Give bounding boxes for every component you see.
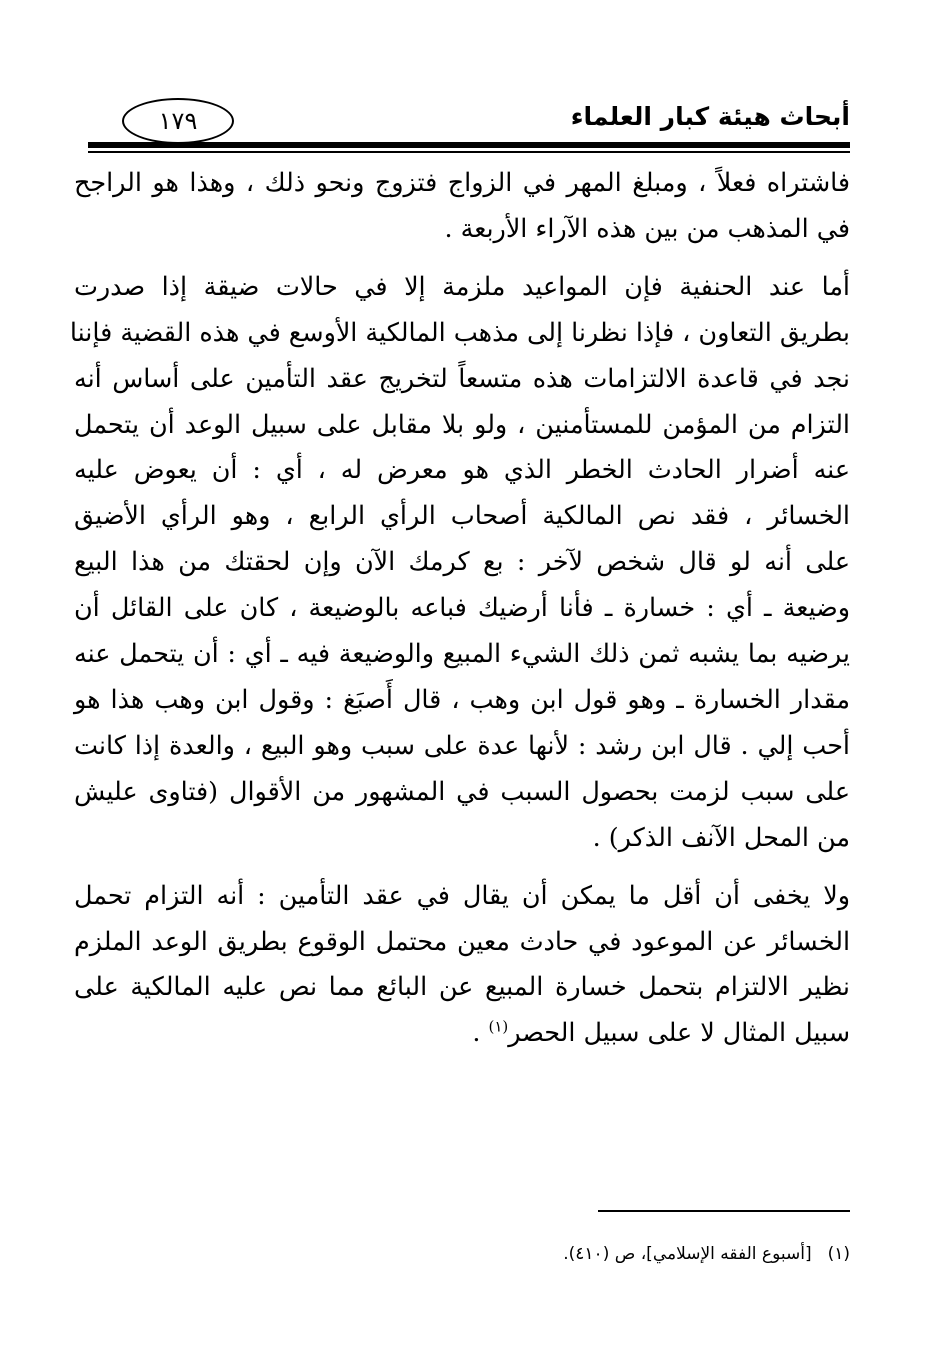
text-line: بطريق التعاون ، فإذا نظرنا إلى مذهب المالكية الأوسع في هذه القضية فإننا <box>69 316 850 347</box>
footnote-rule <box>598 1210 850 1212</box>
text-line: يرضيه بما يشبه ثمن ذلك الشيء المبيع والوضيعة فيه ـ أي : أن يتحمل عنه <box>74 638 850 669</box>
footnote-text: [أسبوع الفقه الإسلامي]، ص (٤١٠). <box>563 1244 812 1264</box>
paragraph-2 <box>69 264 850 861</box>
text-line-final <box>74 1010 850 1056</box>
header-rule-thick <box>88 142 850 148</box>
body-text <box>69 160 850 1056</box>
page-header <box>88 98 850 148</box>
text-line: أما عند الحنفية فإن المواعيد ملزمة إلا في حالات ضيقة إذا صدرت <box>74 270 850 301</box>
running-title: أبحاث هيئة كبار العلماء <box>570 102 850 131</box>
paragraph-3 <box>74 873 850 1057</box>
page-number: ١٧٩ <box>122 98 234 144</box>
text-line: التزام من المؤمن للمستأمنين ، ولو بلا مقابل على سبيل الوعد أن يتحمل <box>74 408 850 439</box>
text-line: في المذهب من بين هذه الآراء الأربعة . <box>444 212 850 243</box>
text-line: نجد في قاعدة الالتزامات هذه متسعاً لتخريج عقد التأمين على أساس أنه <box>74 362 850 393</box>
text-line: على أنه لو قال شخص لآخر : بع كرمك الآن وإن لحقتك من هذا البيع <box>74 546 850 577</box>
text-line: وضيعة ـ أي : خسارة ـ فأنا أرضيك فباعه بالوضيعة ، كان على القائل أن <box>74 592 850 623</box>
footnote <box>563 1244 850 1264</box>
text-line: على سبب لزمت بحصول السبب في المشهور من الأقوال (فتاوى عليش <box>74 775 850 806</box>
footnote-number: (١) <box>827 1244 850 1264</box>
sentence-end: . <box>472 1017 481 1048</box>
text-line: سبيل المثال لا على سبيل الحصر <box>508 1017 850 1048</box>
header-rule-thin <box>88 151 850 153</box>
text-line: أحب إلي . قال ابن رشد : لأنها عدة على سبب وهو البيع ، والعدة إذا كانت <box>74 729 850 760</box>
text-line: الخسائر ، فقد نص المالكية أصحاب الرأي الرابع ، وهو الرأي الأضيق <box>74 500 850 531</box>
text-line: من المحل الآنف الذكر) . <box>592 821 850 852</box>
text-line: الخسائر عن الموعود في حادث معين محتمل الوقوع بطريق الوعد الملزم <box>74 925 850 956</box>
text-line: ولا يخفى أن أقل ما يمكن أن يقال في عقد التأمين : أنه التزام تحمل <box>74 879 850 910</box>
text-line: عنه أضرار الحادث الخطر الذي هو معرض له ، أي : أن يعوض عليه <box>74 454 850 485</box>
paragraph-1 <box>74 160 850 252</box>
text-line: نظير الالتزام بتحمل خسارة المبيع عن البائع مما نص عليه المالكية على <box>74 971 850 1002</box>
text-line: مقدار الخسارة ـ وهو قول ابن وهب ، قال أَصبَغ : وقول ابن وهب هذا هو <box>74 683 850 714</box>
text-line: فاشتراه فعلاً ، ومبلغ المهر في الزواج فتزوج ونحو ذلك ، وهذا هو الراجح <box>74 167 850 197</box>
footnote-reference: (١) <box>488 1017 509 1036</box>
